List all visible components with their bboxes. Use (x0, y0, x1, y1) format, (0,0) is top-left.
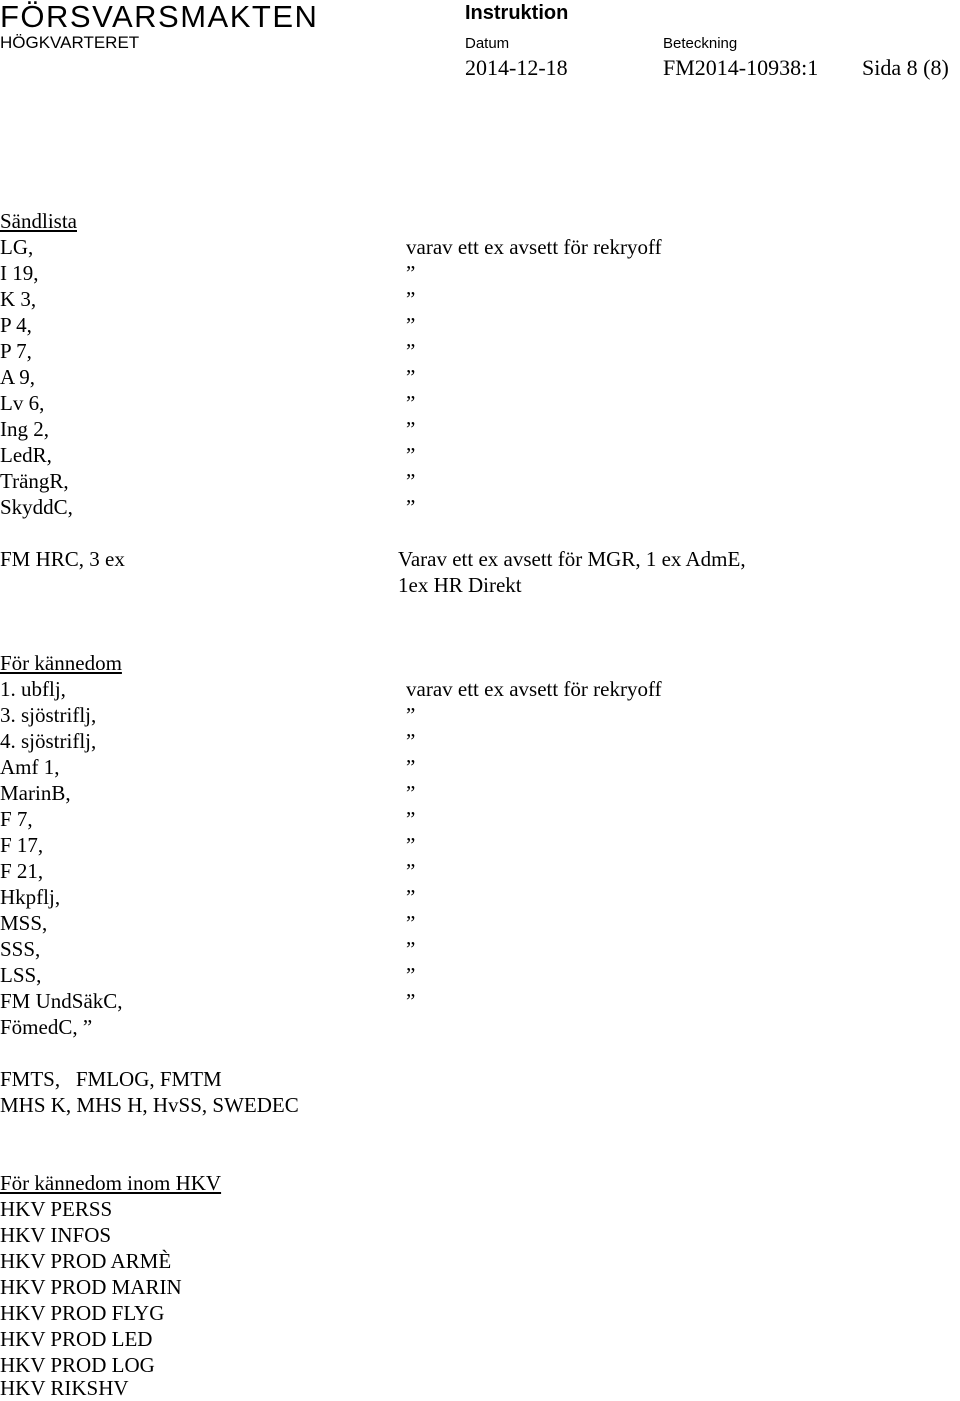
kannedom-name: F 17, (0, 833, 44, 857)
hkv-item: HKV PROD ARMÈ (0, 1249, 172, 1273)
kannedom-name: F 21, (0, 859, 44, 883)
sandlista-note: varav ett ex avsett för rekryoff (406, 235, 662, 259)
kannedom-heading: För kännedom (0, 651, 122, 675)
ditto-mark: ” (406, 781, 416, 805)
ditto-mark: ” (406, 365, 416, 389)
sandlista-name: LedR, (0, 443, 52, 467)
ditto-mark: ” (406, 859, 416, 883)
sandlista-name: Ing 2, (0, 417, 49, 441)
kannedom-name: MarinB, (0, 781, 71, 805)
kannedom-name: Hkpflj, (0, 885, 61, 909)
ditto-mark: ” (406, 755, 416, 779)
date-value: 2014-12-18 (465, 55, 568, 80)
ditto-mark: ” (406, 339, 416, 363)
org-unit: HÖGKVARTERET (0, 33, 140, 52)
ditto-mark: ” (406, 391, 416, 415)
ditto-mark: ” (406, 417, 416, 441)
ditto-mark: ” (406, 937, 416, 961)
kannedom-name: FM UndSäkC, (0, 989, 123, 1013)
kannedom-extra: MHS K, MHS H, HvSS, SWEDEC (0, 1093, 299, 1117)
date-label: Datum (465, 35, 510, 52)
hkv-item: HKV PROD LED (0, 1327, 153, 1351)
ditto-mark: ” (406, 443, 416, 467)
hkv-item: HKV PROD MARIN (0, 1275, 182, 1299)
ditto-mark: ” (406, 287, 416, 311)
kannedom-extra: FMTS, FMLOG, FMTM (0, 1067, 222, 1091)
hrc-note: Varav ett ex avsett för MGR, 1 ex AdmE, (398, 547, 746, 571)
sandlista-name: I 19, (0, 261, 39, 285)
sandlista-name: SkyddC, (0, 495, 73, 519)
hkv-item: HKV INFOS (0, 1223, 112, 1247)
ditto-mark: ” (406, 989, 416, 1013)
kannedom-note: varav ett ex avsett för rekryoff (406, 677, 662, 701)
sandlista-name: LG, (0, 235, 34, 259)
kannedom-name: F 7, (0, 807, 33, 831)
hkv-item: HKV RIKSHV (0, 1376, 129, 1400)
ditto-mark: ” (406, 963, 416, 987)
ref-label: Beteckning (663, 35, 738, 52)
kannedom-name: 4. sjöstriflj, (0, 729, 97, 753)
org-name: FÖRSVARSMAKTEN (0, 0, 319, 34)
ditto-mark: ” (406, 469, 416, 493)
kannedom-name: 1. ubflj, (0, 677, 66, 701)
hkv-item: HKV PERSS (0, 1197, 113, 1221)
ditto-mark: ” (406, 313, 416, 337)
hrc-name: FM HRC, 3 ex (0, 547, 125, 571)
ditto-mark: ” (406, 885, 416, 909)
ditto-mark: ” (406, 261, 416, 285)
sandlista-name: P 7, (0, 339, 32, 363)
kannedom-name: MSS, (0, 911, 48, 935)
kannedom-name: SSS, (0, 937, 41, 961)
sandlista-heading: Sändlista (0, 209, 77, 233)
hkv-item: HKV PROD LOG (0, 1353, 155, 1377)
page-number: Sida 8 (8) (862, 55, 949, 80)
hrc-note-cont: 1ex HR Direkt (398, 573, 522, 597)
doc-type: Instruktion (465, 2, 569, 24)
kannedom-name: 3. sjöstriflj, (0, 703, 97, 727)
kannedom-name: Amf 1, (0, 755, 60, 779)
sandlista-name: P 4, (0, 313, 32, 337)
hkv-heading: För kännedom inom HKV (0, 1171, 222, 1195)
kannedom-name: LSS, (0, 963, 42, 987)
ditto-mark: ” (406, 807, 416, 831)
sandlista-name: A 9, (0, 365, 36, 389)
ditto-mark: ” (406, 833, 416, 857)
kannedom-name: FömedC, ” (0, 1015, 93, 1039)
ditto-mark: ” (406, 495, 416, 519)
ditto-mark: ” (406, 729, 416, 753)
ditto-mark: ” (406, 703, 416, 727)
hkv-item: HKV PROD FLYG (0, 1301, 165, 1325)
sandlista-name: K 3, (0, 287, 37, 311)
sandlista-name: Lv 6, (0, 391, 45, 415)
ref-value: FM2014-10938:1 (663, 55, 819, 80)
ditto-mark: ” (406, 911, 416, 935)
sandlista-name: TrängR, (0, 469, 69, 493)
